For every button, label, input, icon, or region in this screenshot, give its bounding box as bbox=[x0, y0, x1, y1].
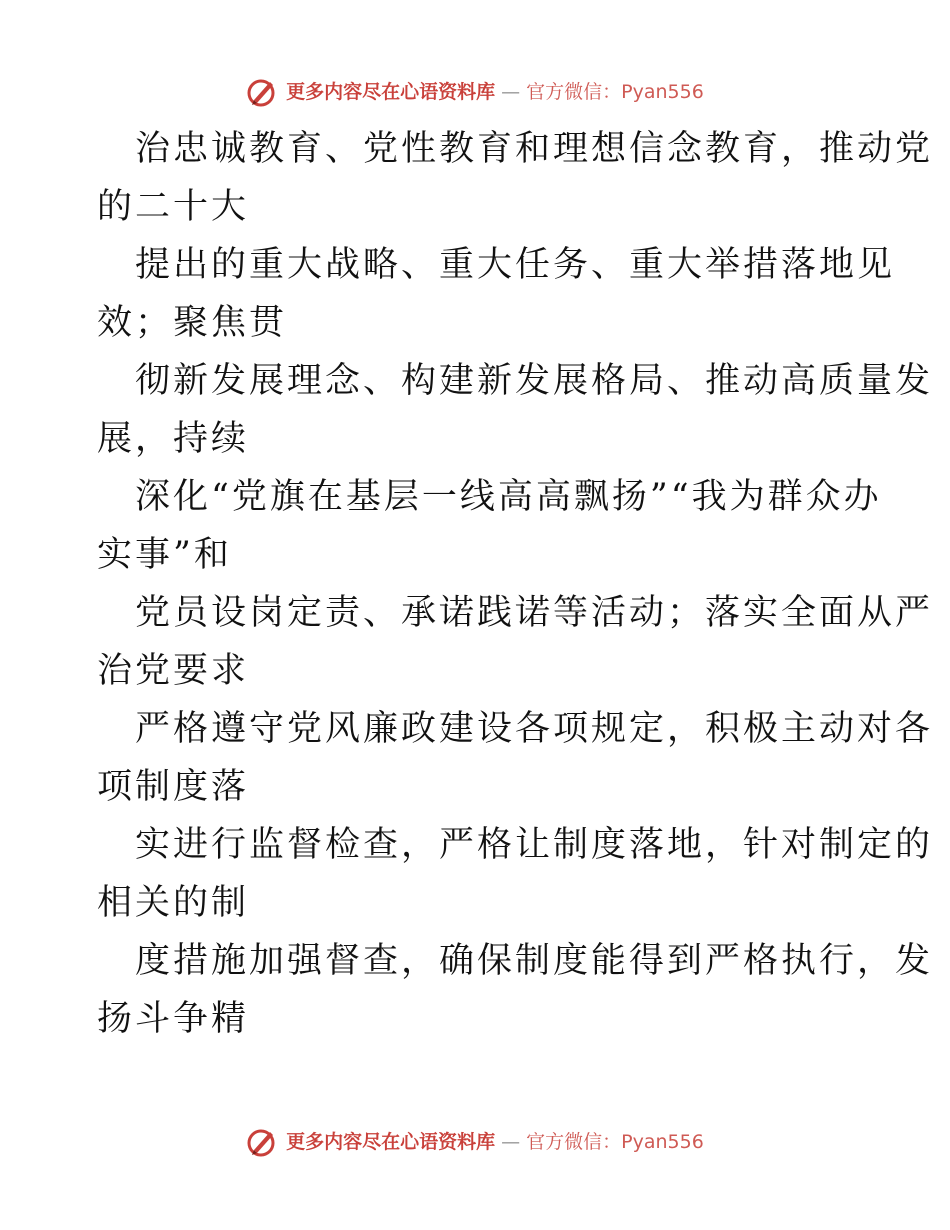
paragraph-line: 的二十大 bbox=[97, 187, 250, 227]
paragraph-line: 彻新发展理念、构建新发展格局、推动高质量发 bbox=[135, 361, 934, 401]
brand-logo-icon bbox=[246, 1126, 278, 1158]
document-body bbox=[97, 120, 934, 1048]
paragraph bbox=[97, 932, 934, 1048]
paragraph-line: 扬斗争精 bbox=[97, 999, 250, 1039]
footer-watermark bbox=[0, 1126, 950, 1158]
paragraph-line: 治忠诚教育、党性教育和理想信念教育，推动党 bbox=[135, 129, 934, 169]
paragraph-line: 深化“党旗在基层一线高高飘扬”“我为群众办 bbox=[135, 477, 882, 517]
paragraph bbox=[97, 468, 882, 584]
paragraph bbox=[97, 700, 934, 816]
paragraph-line: 项制度落 bbox=[97, 767, 250, 807]
watermark-contact: 官方微信：Pyan556 bbox=[526, 81, 704, 103]
header-watermark bbox=[0, 76, 950, 108]
paragraph-line: 实进行监督检查，严格让制度落地，针对制定的 bbox=[135, 825, 934, 865]
paragraph-line: 提出的重大战略、重大任务、重大举措落地见 bbox=[135, 245, 896, 285]
paragraph-line: 严格遵守党风廉政建设各项规定，积极主动对各 bbox=[135, 709, 934, 749]
paragraph bbox=[97, 584, 934, 700]
watermark-separator: — bbox=[501, 81, 521, 103]
paragraph bbox=[97, 120, 934, 236]
paragraph bbox=[97, 816, 934, 932]
paragraph-line: 相关的制 bbox=[97, 883, 250, 923]
paragraph bbox=[97, 236, 896, 352]
paragraph-line: 党员设岗定责、承诺践诺等活动；落实全面从严 bbox=[135, 593, 934, 633]
paragraph bbox=[97, 352, 934, 468]
paragraph-line: 治党要求 bbox=[97, 651, 250, 691]
brand-logo-icon bbox=[246, 76, 278, 108]
watermark-brand: 更多内容尽在心语资料库 bbox=[286, 1131, 496, 1153]
paragraph-line: 效；聚焦贯 bbox=[97, 303, 288, 343]
paragraph-line: 实事”和 bbox=[97, 535, 232, 575]
paragraph-line: 展，持续 bbox=[97, 419, 250, 459]
watermark-brand: 更多内容尽在心语资料库 bbox=[286, 81, 496, 103]
watermark-separator: — bbox=[501, 1131, 521, 1153]
watermark-contact: 官方微信：Pyan556 bbox=[526, 1131, 704, 1153]
paragraph-line: 度措施加强督查，确保制度能得到严格执行，发 bbox=[135, 941, 934, 981]
